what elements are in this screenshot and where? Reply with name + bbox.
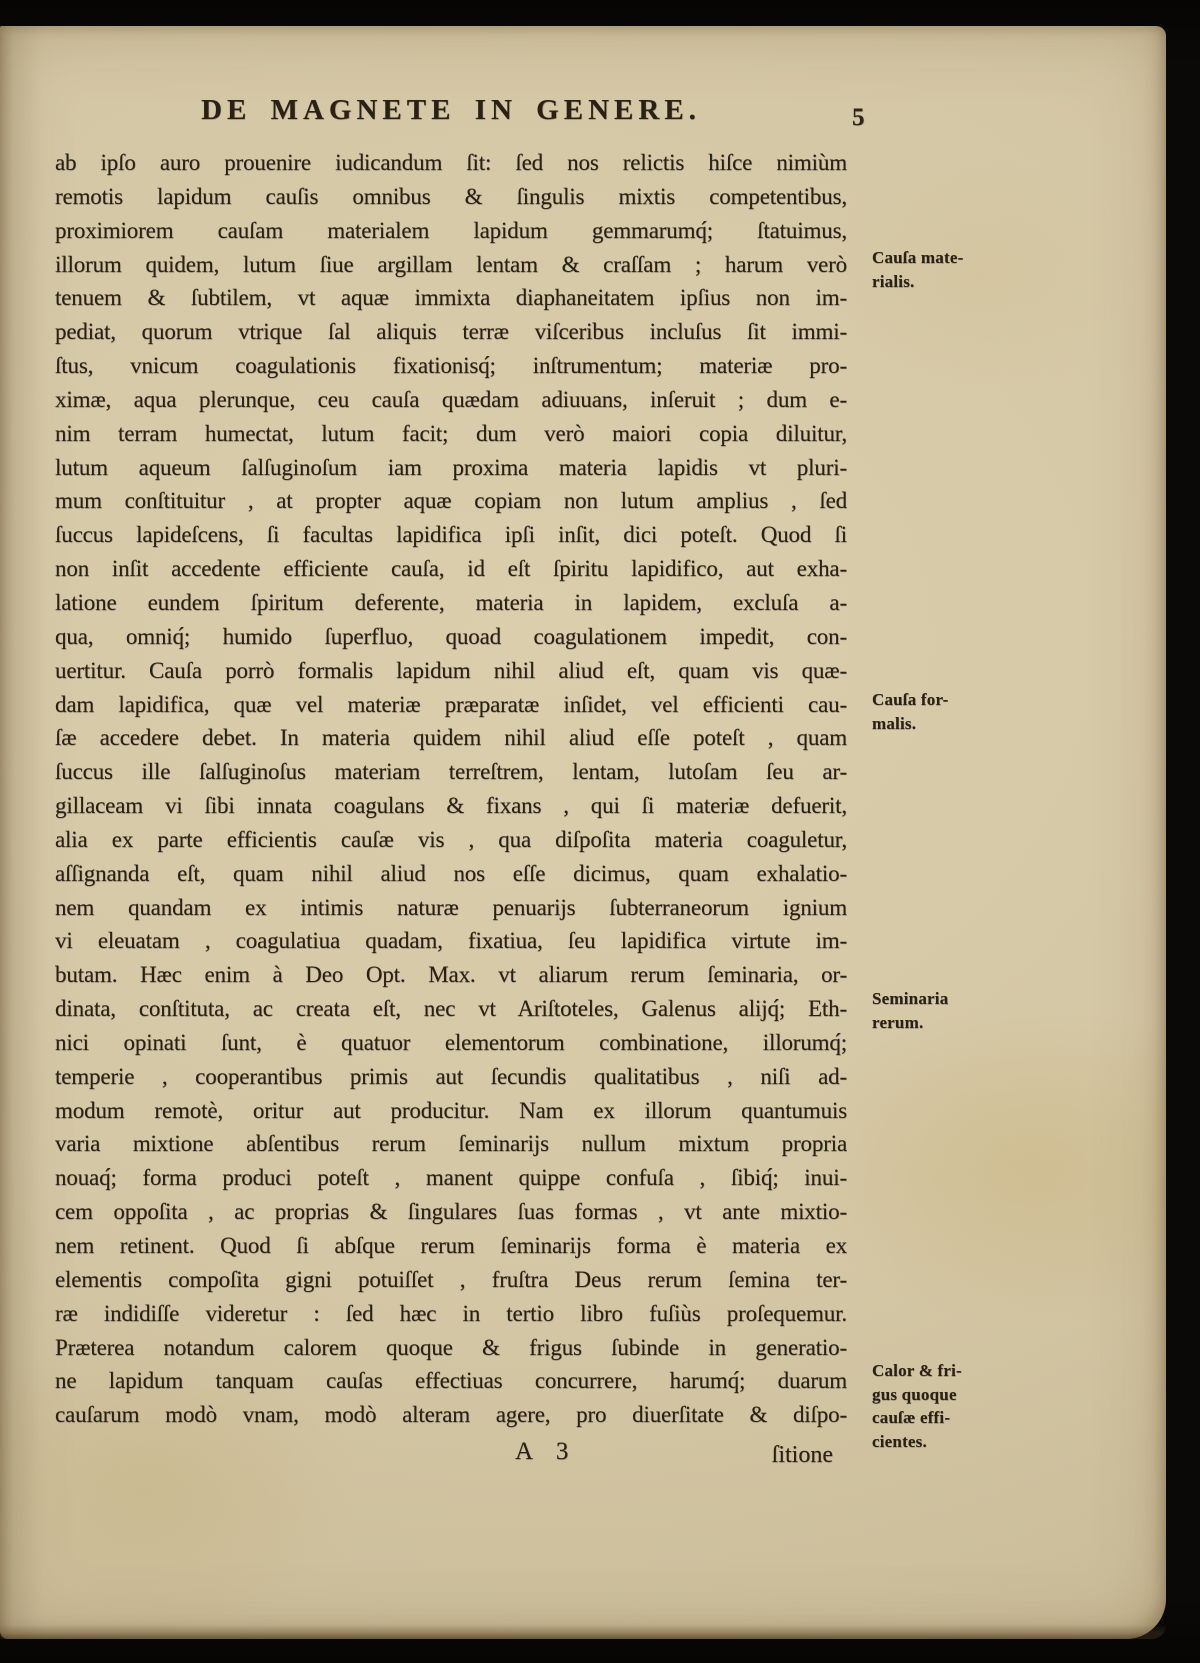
margin-note-line: malis. [872,713,917,733]
text-line: ab ipſo auro prouenire iudicandum ſit: ſed nos relictis hiſce nimiùm [55,150,847,175]
text-line: ræ indidiſſe videretur : ſed hæc in tertio libro fuſiùs proſequemur. [55,1300,847,1326]
text-line: nem quandam ex intimis naturæ penuarijs ſubterraneorum ignium [55,894,847,920]
text-line: dam lapidifica, quæ vel materiæ præparatæ inſidet, vel efficienti cau- [55,691,847,717]
text-line: nici opinati ſunt, è quatuor elementorum combinatione, illorumq́; [55,1029,847,1055]
margin-note-line: rerum. [872,1012,924,1032]
text-line: non inſit accedente efficiente cauſa, id eſt ſpiritu lapidifico, aut exha- [55,556,847,582]
text-line: ſuccus lapideſcens, ſi facultas lapidifica ipſi inſit, dici poteſt. Quod ſi [55,522,847,548]
text-line: cem oppoſita , ac proprias & ſingulares ſuas formas , vt ante mixtio- [55,1199,847,1225]
text-line: modum remotè, oritur aut producitur. Nam ex illorum quantumuis [55,1097,847,1123]
text-line: Præterea notandum calorem quoque & frigus ſubinde in generatio- [55,1334,847,1360]
margin-note-line: gus quoque [872,1384,957,1404]
text-line: nim terram humectat, lutum facit; dum verò maiori copia diluitur, [55,420,847,446]
margin-note-causa-formalis [872,688,1032,735]
text-line: temperie , cooperantibus primis aut ſecundis qualitatibus , niſi ad- [55,1063,847,1089]
text-line: gillaceam vi ſibi innata coagulans & fixans , qui ſi materiæ defuerit, [55,793,847,819]
margin-note-line: cauſæ effi- [872,1408,951,1427]
text-line: illorum quidem, lutum ſiue argillam lentam & craſſam ; harum verò [55,251,847,277]
body-text [55,146,847,1432]
margin-note-line: cientes. [872,1431,927,1451]
text-line: butam. Hæc enim à Deo Opt. Max. vt aliarum rerum ſeminaria, or- [55,962,847,988]
text-line: uertitur. Cauſa porrò formalis lapidum nihil aliud eſt, quam vis quæ- [55,657,847,683]
text-line: ſtus, vnicum coagulationis fixationisq́; inſtrumentum; materiæ pro- [55,353,847,379]
margin-note-line: rialis. [872,271,915,291]
text-line: tenuem & ſubtilem, vt aquæ immixta diaphaneitatem ipſius non im- [55,285,847,311]
text-line: ne lapidum tanquam cauſas effectiuas concurrere, harumq́; duarum [55,1368,847,1394]
text-line: qua, omniq́; humido ſuperfluo, quoad coagulationem impedit, con- [55,623,847,649]
signature-mark: A 3 [515,1438,569,1465]
text-line: ſuccus ille ſalſuginoſus materiam terreſtrem, lentam, lutoſam ſeu ar- [55,759,847,785]
margin-note-causa-materialis [872,246,1032,293]
text-line: cauſarum modò vnam, modò alteram agere, pro diuerſitate & diſpo- [55,1402,847,1428]
margin-note-line: Cauſa for- [872,690,949,709]
text-line: alia ex parte efficientis cauſæ vis , qua diſpoſita materia coaguletur, [55,826,847,852]
text-line: lutum aqueum ſalſuginoſum iam proxima materia lapidis vt pluri- [55,454,847,480]
margin-note-calor-et-frigus [872,1359,1032,1453]
text-line: aſſignanda eſt, quam nihil aliud nos eſſe dicimus, quam exhalatio- [55,860,847,886]
text-line: elementis compoſita gigni potuiſſet , fruſtra Deus rerum ſemina ter- [55,1266,847,1292]
margin-note-line: Calor & fri- [872,1361,962,1380]
margin-note-line: Cauſa mate- [872,248,964,267]
book-page [0,26,1166,1639]
text-line: remotis lapidum cauſis omnibus & ſingulis mixtis competentibus, [55,183,847,209]
text-line: proximiorem cauſam materialem lapidum gemmarumq́; ſtatuimus, [55,217,847,243]
text-line: nem retinent. Quod ſi abſque rerum ſeminarijs forma è materia ex [55,1233,847,1258]
text-line: pediat, quorum vtrique ſal aliquis terræ viſceribus incluſus ſit immi- [55,319,847,345]
direction-line [55,1438,847,1478]
margin-note-line: Seminaria [872,989,949,1008]
text-line: dinata, conſtituta, ac creata eſt, nec vt Ariſtoteles, Galenus alijq́; Eth- [55,996,847,1022]
text-line: nouaq́; forma produci poteſt , manent quippe confuſa , ſibiq́; inui- [55,1165,847,1191]
text-line: ſæ accedere debet. In materia quidem nihil aliud eſſe poteſt , quam [55,725,847,751]
text-line: vi eleuatam , coagulatiua quadam, fixatiua, ſeu lapidifica virtute im- [55,928,847,954]
catchword: ſitione [771,1442,833,1468]
text-line: mum conſtituitur , at propter aquæ copiam non lutum amplius , ſed [55,488,847,514]
text-line: ximæ, aqua plerunque, ceu cauſa quædam adiuuans, inſeruit ; dum e- [55,386,847,412]
margin-note-seminaria-rerum [872,987,1032,1034]
running-header: DE MAGNETE IN GENERE. [201,94,701,126]
text-line: varia mixtione abſentibus rerum ſeminarijs nullum mixtum propria [55,1131,847,1157]
page-number: 5 [852,104,865,131]
text-line: latione eundem ſpiritum deferente, materia in lapidem, excluſa a- [55,589,847,615]
